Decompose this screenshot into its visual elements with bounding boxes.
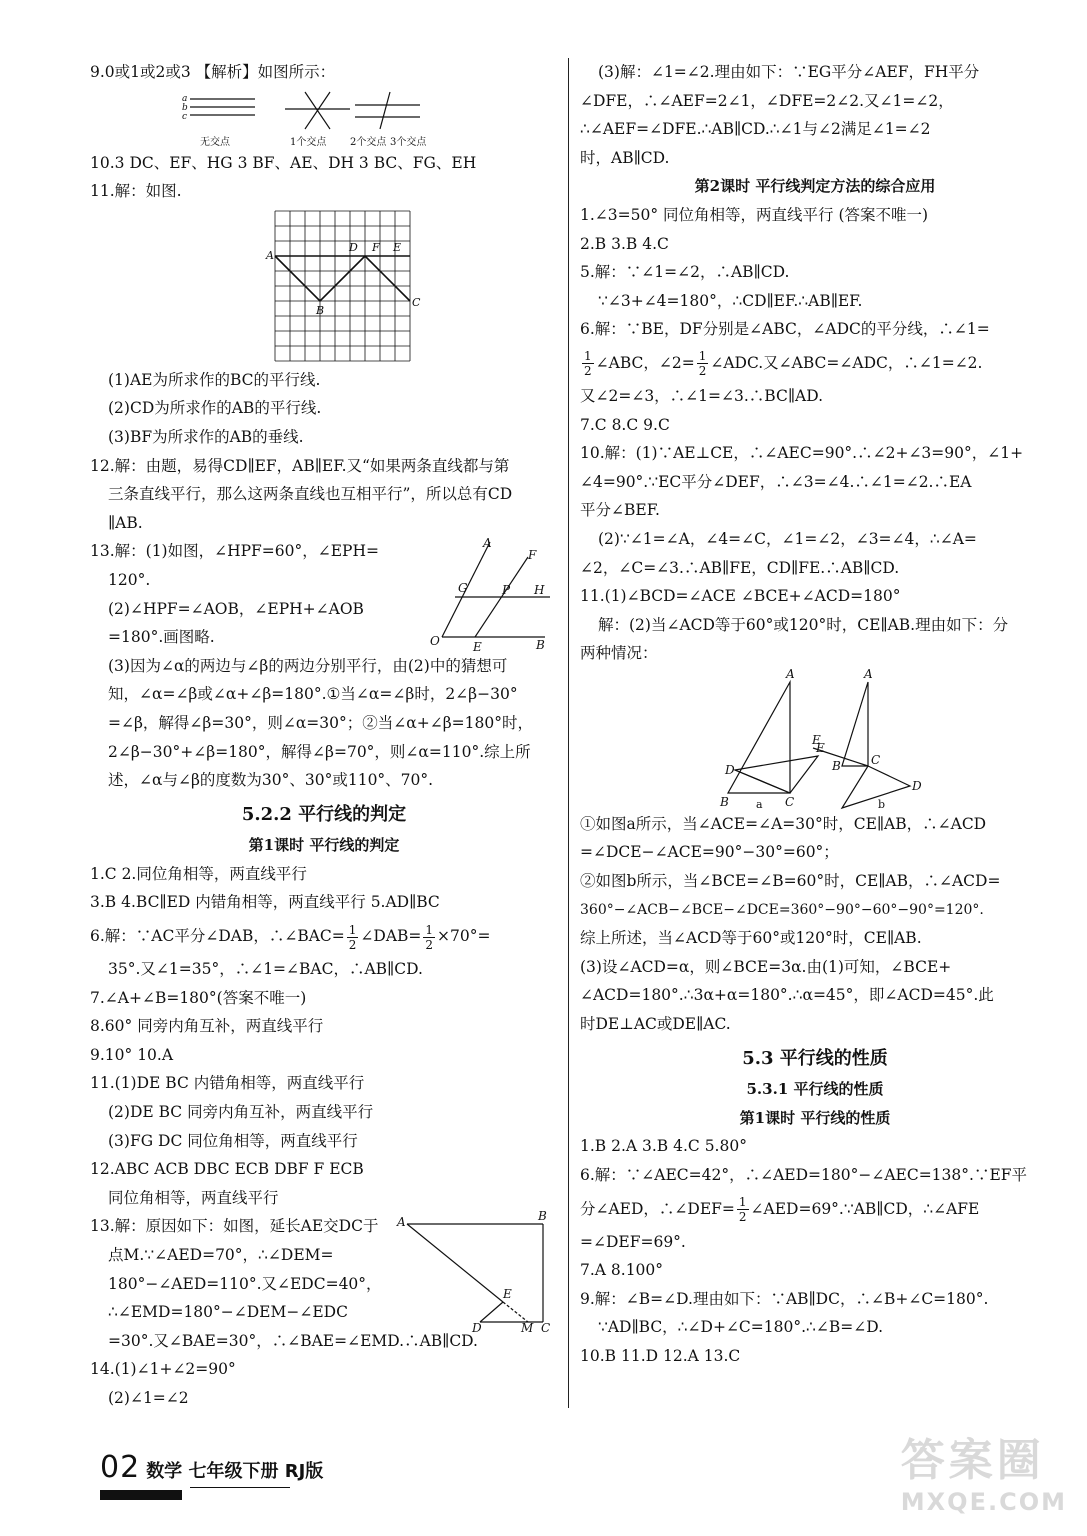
fraction-half-2 [423, 923, 435, 952]
answer-a7: 7.∠A+∠B=180°(答案不唯一) [90, 988, 307, 1007]
answer-a13-line3: 180°−∠AED=110°.又∠EDC=40°， [108, 1274, 382, 1293]
watermark-url: MXQE.COM [900, 1488, 1067, 1516]
b6-fraction-2-num: 1 [698, 349, 707, 364]
q9-label-c: c [182, 111, 188, 122]
q9-label-b: b [182, 102, 188, 113]
a6-mid: ∠DAB= [360, 927, 422, 946]
page-number: 02 [100, 1450, 141, 1485]
section-5-3: 5.3 平行线的性质 [742, 1047, 888, 1069]
answer-c9-line1: 9.解：∠B=∠D.理由如下：∵AB∥DC，∴∠B+∠C=180°. [580, 1289, 989, 1308]
b6-fraction-2 [697, 349, 709, 378]
answer-a12-line1: 12.ABC ACB DBC ECB DBF F ECB [90, 1160, 364, 1179]
section-5-2-2: 5.2.2 平行线的判定 [241, 803, 407, 825]
c6-fraction [737, 1195, 749, 1224]
answer-r3-line3: ∴∠AEF=∠DFE.∴AB∥CD.∴∠1与∠2满足∠1=∠2 [580, 120, 931, 139]
lesson-title-3: 第1课时 平行线的性质 [739, 1108, 891, 1127]
answer-b6-line3: 又∠2=∠3，∴∠1=∠3.∴BC∥AD. [580, 386, 823, 405]
q9-caption-2: 2个交点 [350, 136, 387, 148]
b11b-label-d: D [912, 778, 922, 793]
answer-b11b-line8: 时DE⊥AC或DE∥AC. [580, 1015, 731, 1034]
b11b-label-b: B [832, 758, 841, 773]
grid-label-f: F [372, 240, 380, 254]
b11-figures [580, 668, 1050, 810]
footer-bar [100, 1490, 182, 1500]
a13-label-d: D [472, 1321, 482, 1336]
answer-a13-line2: 点M.∵∠AED=70°，∴∠DEM= [108, 1246, 334, 1264]
b6-fraction-1 [582, 349, 594, 378]
answer-q11-c: (3)BF为所求作的AB的垂线. [108, 427, 304, 446]
a13-block [90, 1209, 558, 1355]
left-column [90, 58, 558, 1413]
q13-label-o: O [430, 634, 440, 649]
fraction-half [347, 923, 359, 952]
answer-b10-line2: ∠4=90°.∵EC平分∠DEF，∴∠3=∠4.∴∠1=∠2.∴EA [580, 472, 972, 491]
answer-c9-line2: ∵AD∥BC，∴∠D+∠C=180°.∴∠B=∠D. [598, 1318, 884, 1337]
answer-a9: 9.10° 10.A [90, 1045, 174, 1064]
grid-label-d: D [349, 240, 358, 254]
answer-q12-line3: ∥AB. [108, 513, 143, 532]
answer-b10-line5: ∠2，∠C=∠3.∴AB∥FE，CD∥FE.∴AB∥CD. [580, 558, 900, 577]
q13-label-h: H [534, 583, 545, 598]
answer-q12-line1: 12.解：由题，易得CD∥EF，AB∥EF.又“如果两条直线都与第 [90, 456, 510, 475]
a13-label-b: B [538, 1209, 547, 1224]
answer-q13-line6: 知，∠α=∠β或∠α+∠β=180°.①当∠α=∠β时，2∠β−30° [108, 685, 518, 704]
q13-label-f: F [528, 548, 537, 563]
answer-b11-line1: 11.(1)∠BCD=∠ACE ∠BCE+∠ACD=180° [580, 587, 901, 606]
answer-q13-line8: 2∠β−30°+∠β=180°，解得∠β=70°，则∠α=110°.综上所 [108, 742, 531, 761]
answer-b11b-line2: =∠DCE−∠ACE=90°−30°=60°； [580, 843, 839, 862]
answer-c1: 1.B 2.A 3.B 4.C 5.80° [580, 1137, 747, 1156]
q13-label-b: B [536, 638, 545, 653]
answer-a12-line2: 同位角相等，两直线平行 [108, 1188, 279, 1207]
q13-block [90, 537, 558, 794]
answer-b10-line4: (2)∵∠1=∠A，∠4=∠C，∠1=∠2，∠3=∠4，∴∠A= [598, 529, 977, 548]
answer-b6-line2 [580, 344, 1050, 382]
answer-q13-line1: 13.解：(1)如图，∠HPF=60°，∠EPH= [90, 542, 379, 561]
b11a-label-b: B [720, 794, 729, 809]
fraction-num: 1 [348, 922, 357, 937]
answer-r3-line2: ∠DFE，∴∠AEF=2∠1，∠DFE=2∠2.又∠1=∠2， [580, 91, 954, 110]
q13-label-a: A [483, 536, 492, 551]
page-footer [100, 1450, 323, 1485]
answer-b1: 1.∠3=50° 同位角相等，两直线平行 (答案不唯一) [580, 205, 929, 224]
c6-fraction-den: 2 [738, 1210, 747, 1225]
answer-c6-line1: 6.解：∵∠AEC=42°，∴∠AED=180°−∠AEC=138°.∵EF平 [580, 1166, 1028, 1184]
answer-b11b-line5: 综上所述，当∠ACD等于60°或120°时，CE∥AB. [580, 929, 922, 948]
answer-a14-line2: (2)∠1=∠2 [108, 1388, 189, 1407]
b11a-label-c: C [785, 794, 795, 809]
grid-diagram [90, 206, 558, 366]
lesson-title-1: 第1课时 平行线的判定 [248, 836, 400, 855]
a13-label-e: E [503, 1287, 512, 1302]
watermark-logo: 答案圈 [900, 1435, 1045, 1486]
answer-b11b-line1: ①如图a所示，当∠ACE=∠A=30°时，CE∥AB，∴∠ACD [580, 814, 987, 833]
a6-post: ×70°= [437, 927, 491, 946]
fraction-num-2: 1 [425, 922, 434, 937]
answer-a6-line1 [90, 917, 558, 955]
answer-a13-line4: ∴∠EMD=180°−∠DEM−∠EDC [108, 1303, 348, 1322]
b11a-label-e: E [816, 740, 825, 755]
q13-diagram [420, 537, 580, 655]
answer-b2: 2.B 3.B 4.C [580, 234, 669, 253]
answer-b6-line1: 6.解：∵BE，DF分别是∠ABC，∠ADC的平分线，∴∠1= [580, 320, 990, 339]
answer-q11-a: (1)AE为所求作的BC的平行线. [108, 370, 321, 389]
b11-caption-a: a [756, 797, 763, 811]
c6-fraction-num: 1 [738, 1195, 747, 1210]
b11b-label-e: E [812, 732, 821, 747]
answer-q9: 9.0或1或2或3 【解析】如图所示： [90, 63, 336, 81]
answer-b5-line2: ∵∠3+∠4=180°，∴CD∥EF.∴AB∥EF. [598, 291, 863, 310]
answer-b10-line3: 平分∠BEF. [580, 501, 660, 520]
answer-b11b-line4: 360°−∠ACB−∠BCE−∠DCE=360°−90°−60°−90°=120°. [580, 901, 984, 918]
q9-diagram [90, 87, 427, 149]
grid-label-b: B [316, 303, 325, 317]
answer-q10: 10.3 DC、EF、HG 3 BF、AE、DH 3 BC、FG、EH [90, 153, 477, 172]
q9-figure [90, 87, 558, 149]
footer-rule [190, 1487, 290, 1488]
answer-r3-line1: (3)解：∠1=∠2.理由如下：∵EG平分∠AEF，FH平分 [598, 63, 980, 81]
answer-b11b-line7: ∠ACD=180°.∴3α+α=180°.∴α=45°，即∠ACD=45°.此 [580, 986, 994, 1005]
q9-caption-0: 无交点 [200, 136, 230, 148]
answer-q13-line7: =∠β，解得∠β=30°，则∠α=30°；②当∠α+∠β=180°时， [108, 713, 533, 732]
answer-b7: 7.C 8.C 9.C [580, 415, 670, 434]
b6-fraction-1-den: 2 [584, 364, 592, 379]
answer-c7: 7.A 8.100° [580, 1261, 664, 1280]
b6-fraction-1-num: 1 [584, 349, 592, 364]
grid-label-a: A [266, 248, 274, 262]
q9-caption-3: 3个交点 [390, 136, 427, 148]
answer-b11-line3: 两种情况： [580, 644, 658, 663]
answer-b5-line1: 5.解：∵∠1=∠2，∴AB∥CD. [580, 263, 790, 282]
answer-a11-line3: (3)FG DC 同位角相等，两直线平行 [108, 1131, 358, 1150]
fraction-den: 2 [348, 937, 357, 952]
book-title: 数学 七年级下册 RJ版 [146, 1461, 324, 1482]
answer-q12-line2: 三条直线平行，那么这两条直线也互相平行”，所以总有CD [108, 485, 513, 504]
answer-q13-line5: (3)因为∠α的两边与∠β的两边分别平行，由(2)中的猜想可 [108, 656, 508, 675]
answer-b11-line2: 解：(2)当∠ACD等于60°或120°时，CE∥AB.理由如下：分 [598, 615, 1009, 634]
q9-label-a: a [182, 93, 188, 104]
answer-a11-line2: (2)DE BC 同旁内角互补，两直线平行 [108, 1103, 374, 1122]
right-column [580, 58, 1050, 1371]
b6-line2-b: ∠ADC.又∠ABC=∠ADC，∴∠1=∠2. [710, 353, 983, 372]
q9-caption-1: 1个交点 [290, 136, 327, 148]
grid-label-e: E [393, 240, 402, 254]
answer-a13-line1: 13.解：原因如下：如图，延长AE交DC于 [90, 1217, 379, 1236]
a13-label-m: M [521, 1321, 534, 1336]
answer-q13-line2: 120°. [108, 570, 151, 589]
answer-a13-line5: =30°.又∠BAE=30°，∴∠BAE=∠EMD.∴AB∥CD. [108, 1331, 478, 1350]
b6-fraction-2-den: 2 [698, 364, 707, 379]
section-5-3-1: 5.3.1 平行线的性质 [746, 1080, 884, 1099]
grid-label-c: C [412, 295, 421, 309]
b11-caption-b: b [878, 797, 886, 811]
fraction-den-2: 2 [425, 937, 434, 952]
answer-q13-line3: (2)∠HPF=∠AOB，∠EPH+∠AOB [108, 599, 364, 618]
answer-q13-line9: 述，∠α与∠β的度数为30°、30°或110°、70°. [108, 771, 434, 790]
column-divider [568, 58, 569, 1408]
answer-c10: 10.B 11.D 12.A 13.C [580, 1346, 741, 1365]
answer-c6-line3: =∠DEF=69°. [580, 1232, 686, 1251]
b11b-label-c: C [871, 752, 881, 767]
a6-pre: 6.解：∵AC平分∠DAB，∴∠BAC= [90, 927, 345, 946]
answer-a3: 3.B 4.BC∥ED 内错角相等，两直线平行 5.AD∥BC [90, 893, 440, 912]
b11b-label-a: A [864, 666, 873, 681]
q13-label-e: E [473, 640, 482, 655]
answer-c6-line2 [580, 1190, 1050, 1228]
lesson-title-2: 第2课时 平行线判定方法的综合应用 [694, 177, 936, 196]
b11a-label-a: A [786, 666, 795, 681]
answer-a6-line2: 35°.又∠1=35°，∴∠1=∠BAC，∴AB∥CD. [108, 960, 423, 979]
b11a-label-d: D [725, 762, 735, 777]
answer-q11: 11.解：如图. [90, 182, 182, 201]
a13-label-c: C [541, 1321, 551, 1336]
answer-a8: 8.60° 同旁内角互补，两直线平行 [90, 1017, 324, 1036]
answer-r3-line4: 时，AB∥CD. [580, 148, 670, 167]
b11-diagram [580, 668, 1050, 810]
watermark [901, 1424, 1067, 1516]
q11-grid-figure [90, 206, 558, 366]
a13-label-a: A [397, 1215, 406, 1230]
a13-diagram [395, 1209, 555, 1336]
q13-label-p: P [502, 583, 511, 598]
answer-b11b-line3: ②如图b所示，当∠BCE=∠B=60°时，CE∥AB，∴∠ACD= [580, 872, 1001, 891]
answer-b11b-line6: (3)设∠ACD=α，则∠BCE=3α.由(1)可知，∠BCE+ [580, 957, 952, 976]
c6-line2-b: ∠AED=69°.∵AB∥CD，∴∠AFE [750, 1199, 980, 1218]
c6-line2-a: 分∠AED，∴∠DEF= [580, 1199, 735, 1218]
answer-a14-line1: 14.(1)∠1+∠2=90° [90, 1360, 236, 1379]
answer-q11-b: (2)CD为所求作的AB的平行线. [108, 399, 322, 418]
b6-line2-a: ∠ABC，∠2= [595, 353, 695, 372]
answer-q13-line4: =180°.画图略. [108, 628, 215, 647]
answer-b10-line1: 10.解：(1)∵AE⊥CE，∴∠AEC=90°.∴∠2+∠3=90°，∠1+ [580, 444, 1024, 463]
q13-label-g: G [458, 581, 468, 596]
answer-a11-line1: 11.(1)DE BC 内错角相等，两直线平行 [90, 1074, 365, 1093]
answer-a1: 1.C 2.同位角相等，两直线平行 [90, 864, 307, 883]
